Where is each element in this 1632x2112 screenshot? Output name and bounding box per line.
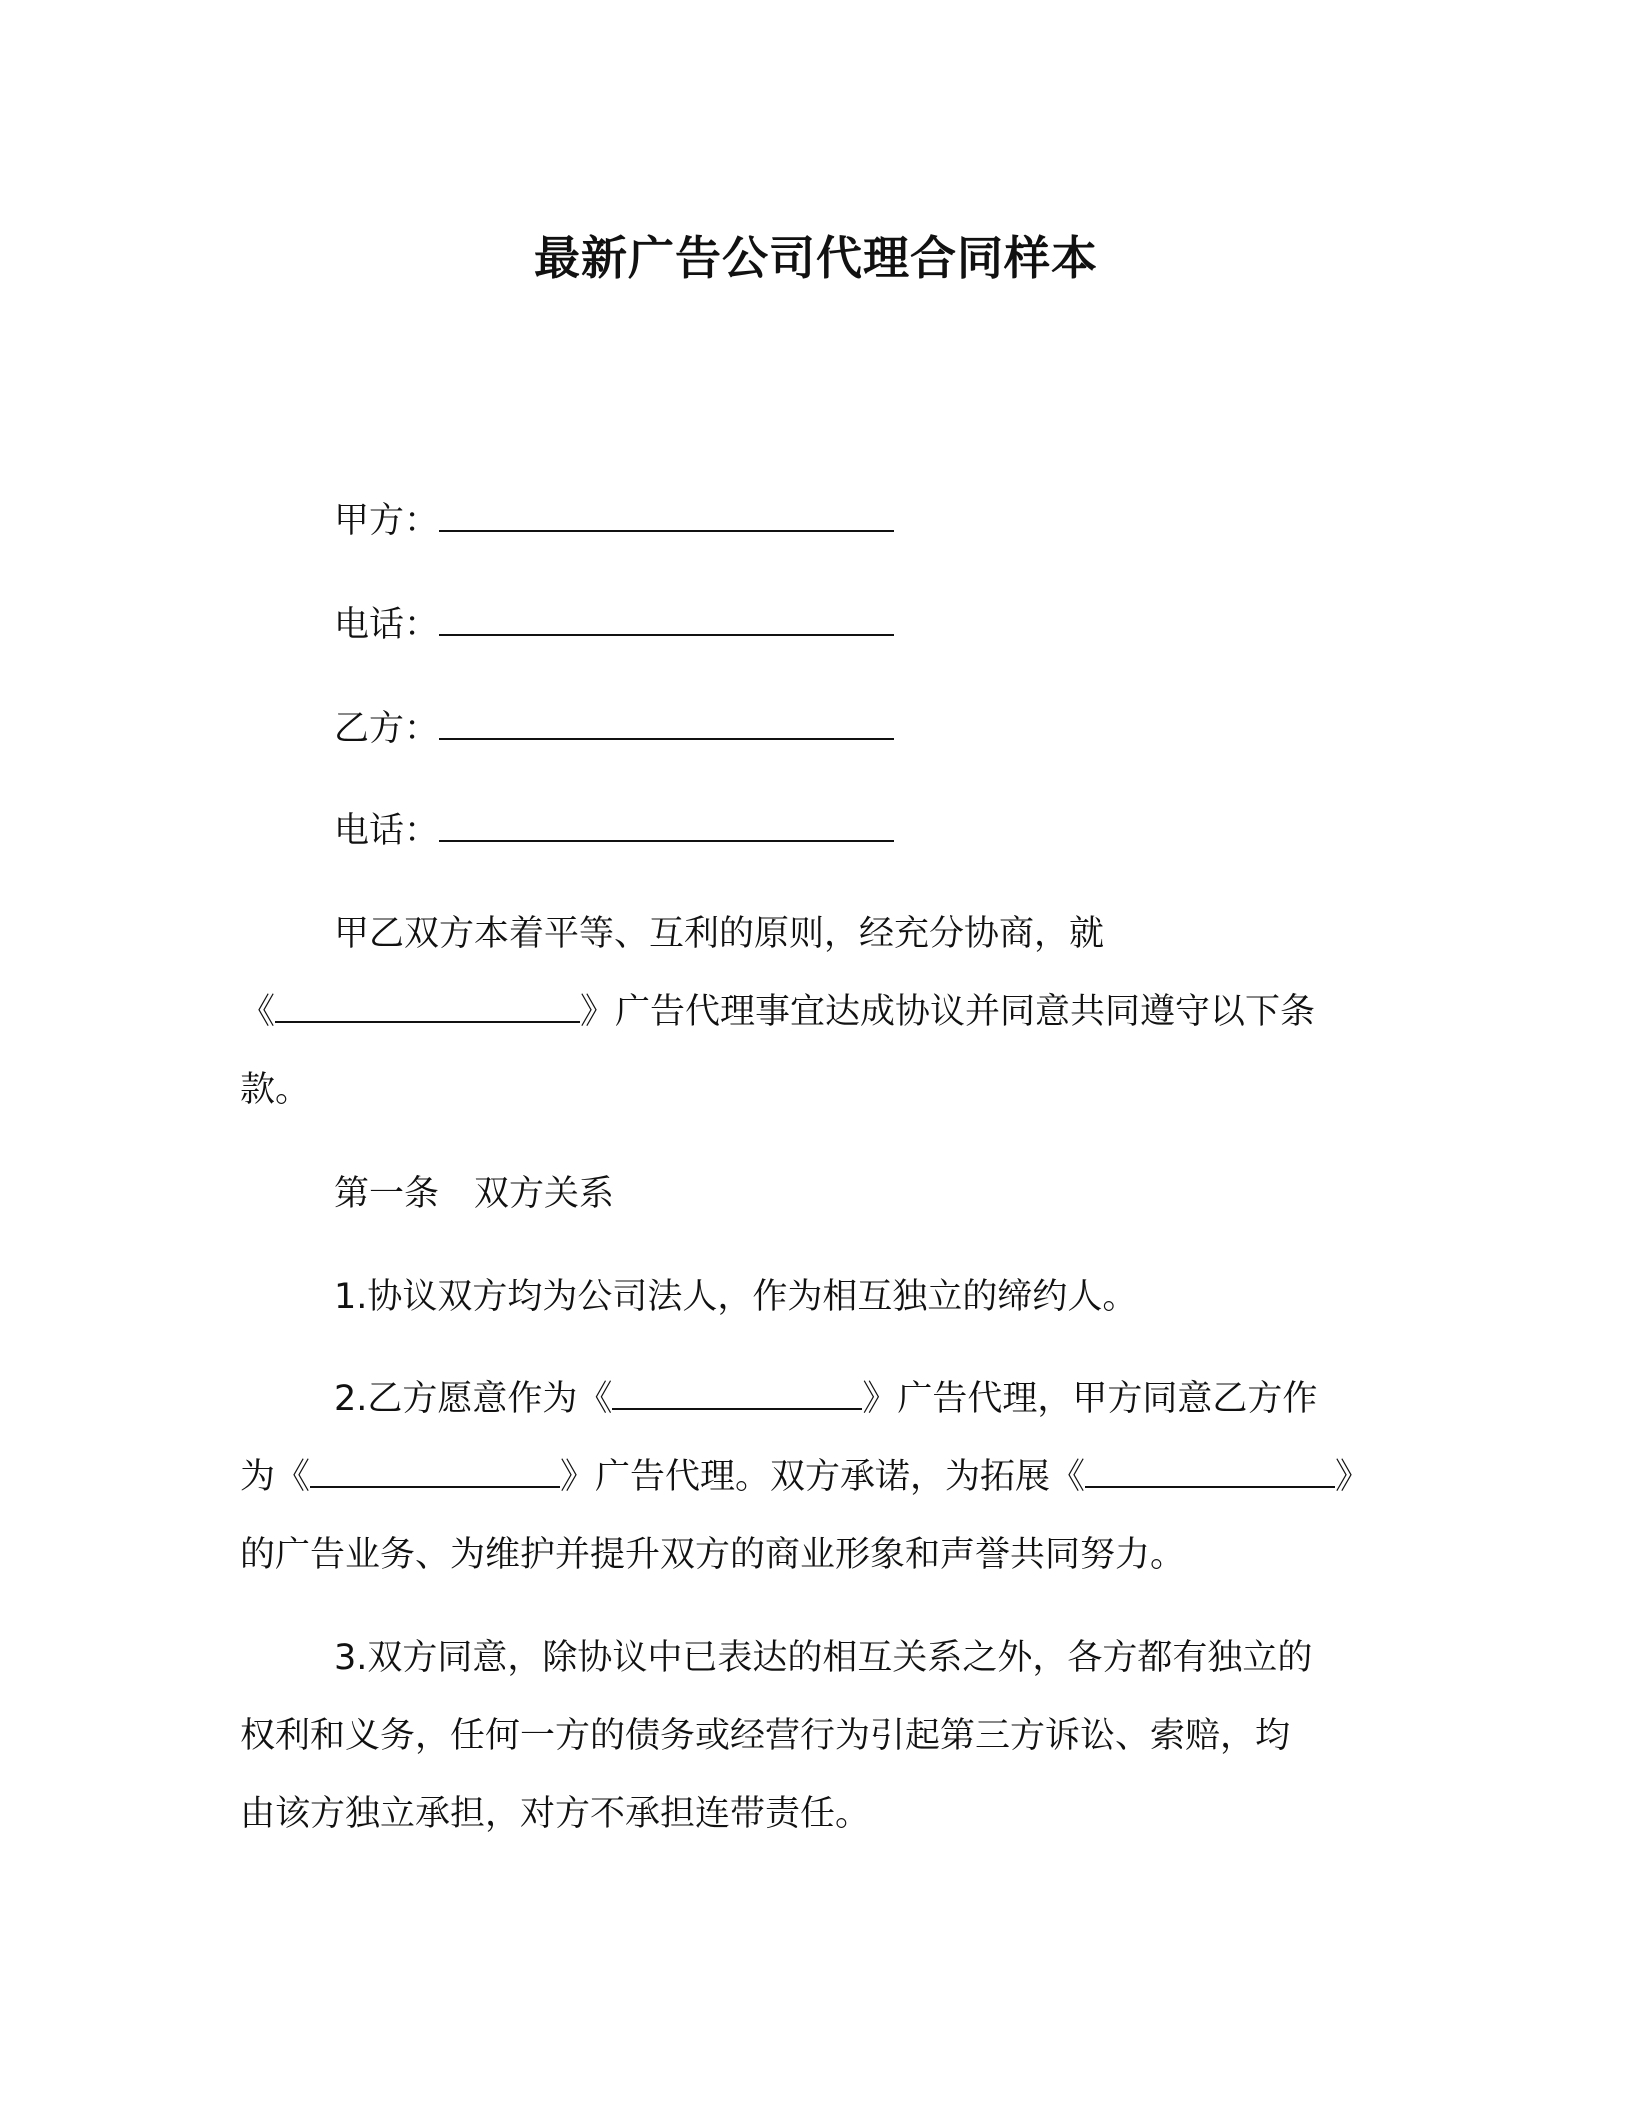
clause-2	[240, 1360, 1400, 1594]
clause-2-line-2-c: 》	[1335, 1457, 1371, 1497]
party-a-phone-blank	[439, 600, 894, 636]
party-b-label: 乙方：	[334, 709, 440, 749]
clause-2-blank-2	[310, 1452, 560, 1488]
clause-2-blank-1	[612, 1374, 862, 1410]
clause-3-line-2: 权利和义务，任何一方的债务或经营行为引起第三方诉讼、索赔，均	[240, 1716, 1291, 1756]
clause-2-line-3: 的广告业务、为维护并提升双方的商业形象和声誉共同努力。	[240, 1535, 1186, 1575]
clause-1	[240, 1258, 1400, 1336]
clause-3	[240, 1619, 1400, 1853]
document-title: 最新广告公司代理合同样本	[534, 231, 1098, 285]
intro-blank	[275, 987, 580, 1023]
intro-line-3: 款。	[240, 1070, 311, 1110]
party-b-blank	[439, 704, 894, 740]
party-b-phone-blank	[439, 806, 894, 842]
party-a-phone-label: 电话：	[334, 605, 440, 645]
clause-2-line-1	[240, 1360, 1400, 1438]
clause-2-line-2-b: 》广告代理。双方承诺，为拓展《	[560, 1457, 1086, 1497]
intro-line-2	[240, 973, 1400, 1051]
clause-2-line-2	[240, 1438, 1400, 1516]
clause-1-text: 1.协议双方均为公司法人，作为相互独立的缔约人。	[334, 1277, 1138, 1317]
party-a-field	[334, 496, 894, 545]
clause-2-blank-3	[1085, 1452, 1335, 1488]
party-a-label: 甲方：	[334, 501, 440, 541]
clause-2-line-2-a: 为《	[240, 1457, 311, 1497]
article-1-heading	[240, 1155, 1400, 1233]
party-b-phone-field	[334, 806, 894, 855]
intro-line-2-close: 》广告代理事宜达成协议并同意共同遵守以下条	[580, 992, 1316, 1032]
clause-3-line-1: 3.双方同意，除协议中已表达的相互关系之外，各方都有独立的	[334, 1638, 1313, 1678]
intro-line-2-open: 《	[240, 992, 276, 1032]
clause-3-line-3: 由该方独立承担，对方不承担连带责任。	[240, 1794, 871, 1834]
party-a-phone-field	[334, 600, 894, 649]
article-1-heading-text: 第一条 双方关系	[334, 1174, 615, 1214]
intro-line-1: 甲乙双方本着平等、互利的原则，经充分协商，就	[334, 914, 1105, 954]
party-b-field	[334, 704, 894, 753]
clause-2-line-1-b: 》广告代理，甲方同意乙方作	[862, 1379, 1318, 1419]
clause-2-line-1-a: 2.乙方愿意作为《	[334, 1379, 613, 1419]
intro-paragraph	[240, 895, 1400, 1129]
party-a-blank	[439, 496, 894, 532]
party-b-phone-label: 电话：	[334, 811, 440, 851]
